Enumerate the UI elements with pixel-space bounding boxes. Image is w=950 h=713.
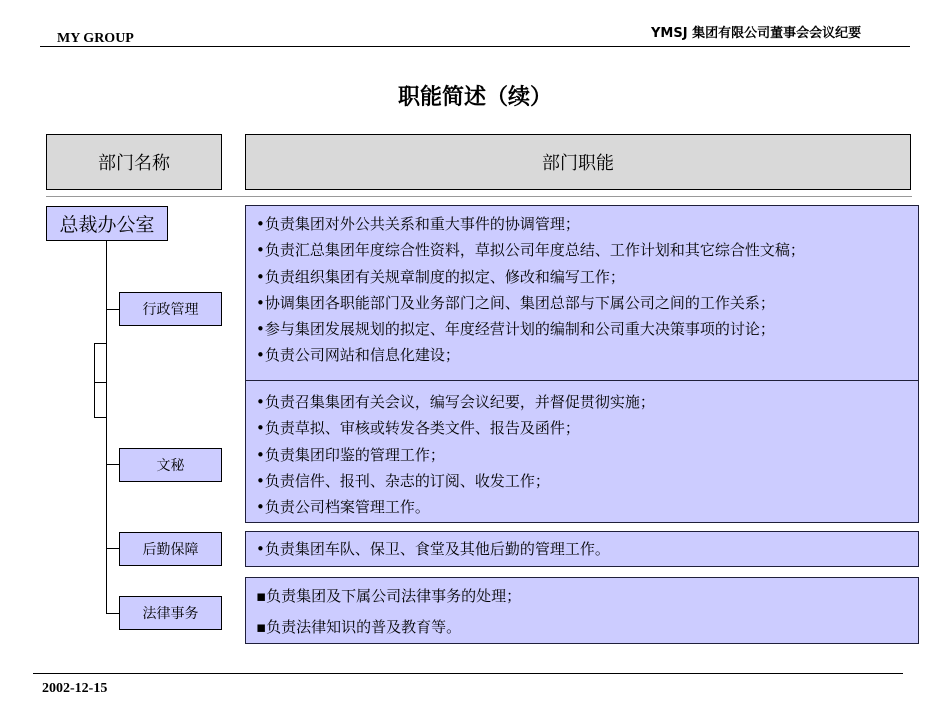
dept-logistics: 后勤保障 bbox=[119, 532, 222, 566]
function-item: •负责召集集团有关会议，编写会议纪要，并督促贯彻实施； bbox=[256, 393, 655, 411]
function-item: •负责组织集团有关规章制度的拟定、修改和编写工作； bbox=[256, 267, 625, 286]
tree-bracket-bottom bbox=[94, 417, 106, 418]
function-item: •负责公司档案管理工作。 bbox=[256, 498, 430, 517]
slide-title: 职能简述（续） bbox=[397, 85, 552, 110]
dept-secretary: 文秘 bbox=[119, 448, 222, 482]
functions-admin-box bbox=[245, 205, 919, 381]
tree-branch-legal bbox=[106, 613, 119, 614]
function-item: •负责草拟、审核或转发各类文件、报告及函件； bbox=[256, 419, 580, 438]
functions-secretary-box bbox=[245, 380, 919, 523]
function-item: •负责信件、报刊、杂志的订阅、收发工作； bbox=[256, 471, 550, 490]
tree-trunk bbox=[106, 240, 107, 614]
tree-bracket-mid bbox=[94, 382, 106, 383]
function-item: ▪负责法律知识的普及教育等。 bbox=[256, 618, 462, 636]
function-item: •负责汇总集团年度综合性资料，草拟公司年度总结、工作计划和其它综合性文稿； bbox=[256, 241, 805, 260]
footer-divider bbox=[33, 673, 903, 674]
header-divider bbox=[40, 46, 910, 47]
dept-root-president-office: 总裁办公室 bbox=[46, 206, 168, 241]
brand-label: MY GROUP bbox=[57, 31, 134, 46]
dept-admin: 行政管理 bbox=[119, 292, 222, 326]
function-item: ▪负责集团及下属公司法律事务的处理； bbox=[256, 587, 522, 605]
footer-date: 2002-12-15 bbox=[42, 681, 108, 696]
function-item: •参与集团发展规划的拟定、年度经营计划的编制和公司重大决策事项的讨论； bbox=[256, 320, 775, 339]
tree-bracket-vertical bbox=[94, 343, 95, 418]
tree-branch-admin bbox=[106, 309, 119, 310]
header-underline bbox=[46, 196, 912, 197]
document-title: YMSJ 集团有限公司董事会会议纪要 bbox=[651, 26, 862, 41]
tree-branch-secretary bbox=[106, 464, 119, 465]
function-item: •负责集团对外公共关系和重大事件的协调管理； bbox=[256, 215, 580, 233]
header-dept-name: 部门名称 bbox=[46, 134, 222, 190]
function-item: •协调集团各职能部门及业务部门之间、集团总部与下属公司之间的工作关系； bbox=[256, 293, 775, 312]
header-dept-function: 部门职能 bbox=[245, 134, 911, 190]
dept-legal: 法律事务 bbox=[119, 596, 222, 630]
function-item: •负责集团印鉴的管理工作； bbox=[256, 445, 445, 464]
functions-legal-box bbox=[245, 577, 919, 644]
functions-logistics-box bbox=[245, 531, 919, 567]
tree-bracket-top bbox=[94, 343, 106, 344]
function-item: •负责集团车队、保卫、食堂及其他后勤的管理工作。 bbox=[256, 540, 610, 558]
function-item: •负责公司网站和信息化建设； bbox=[256, 346, 460, 365]
tree-branch-logistics bbox=[106, 548, 119, 549]
